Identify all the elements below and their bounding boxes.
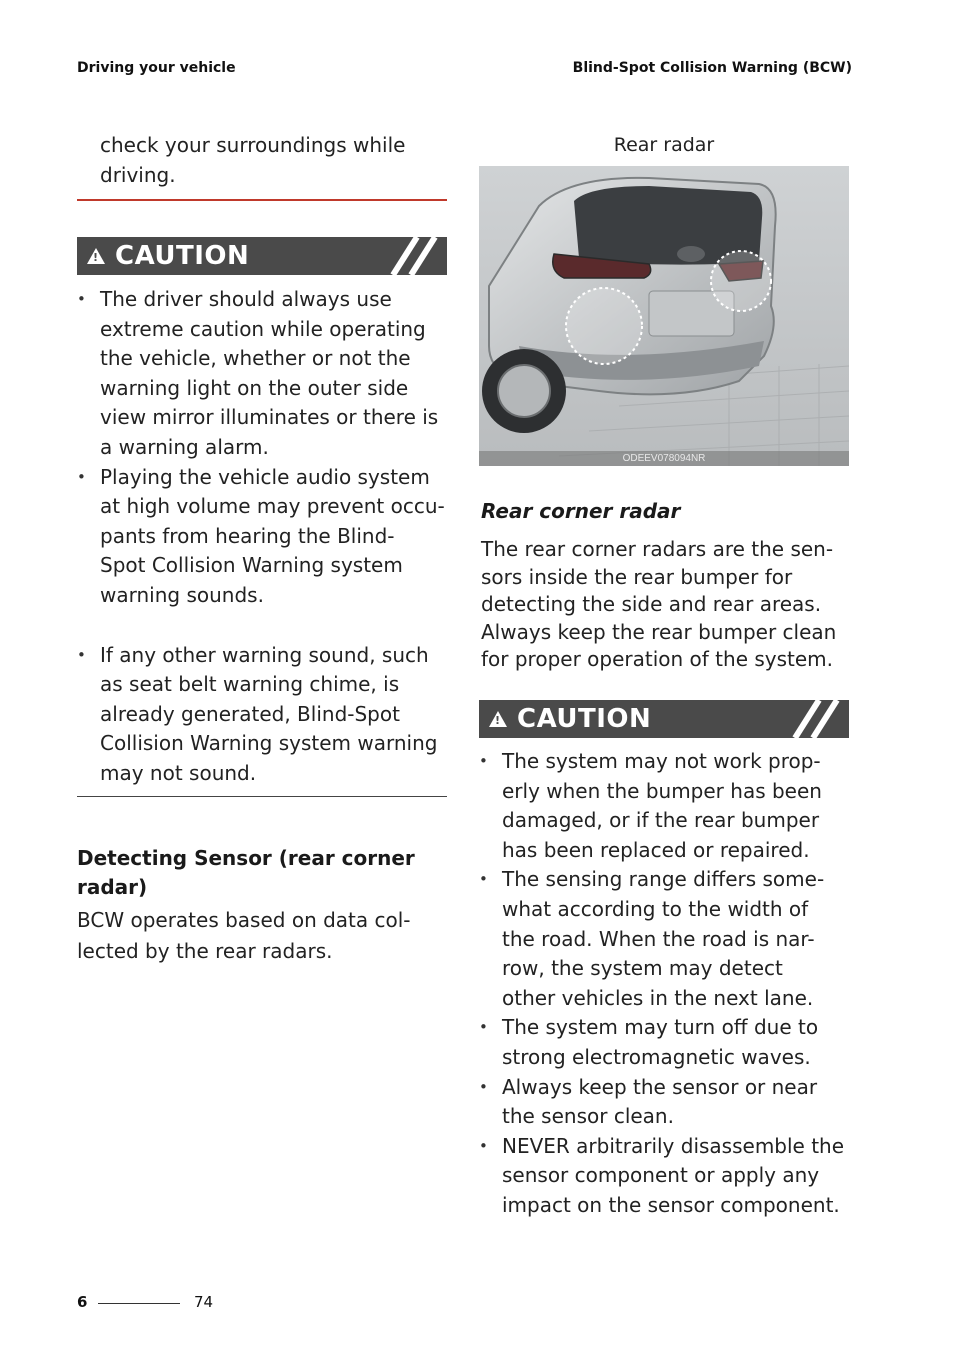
footer-rule bbox=[98, 1303, 180, 1304]
text-line: view mirror illuminates or there is bbox=[100, 405, 439, 430]
red-divider bbox=[77, 199, 447, 201]
list-item bbox=[479, 1013, 849, 1072]
list-item bbox=[479, 865, 849, 1013]
warning-triangle-icon bbox=[87, 248, 105, 264]
text-line: extreme caution while operating bbox=[100, 316, 426, 341]
section-heading bbox=[77, 844, 447, 902]
text-line: strong electromagnetic waves. bbox=[502, 1044, 811, 1069]
text-line: • The driver should always use bbox=[100, 287, 392, 311]
text-line: Always keep the rear bumper clean bbox=[481, 619, 837, 644]
caution-banner bbox=[77, 237, 447, 275]
text-line: as seat belt warning chime, is bbox=[100, 672, 400, 697]
subsection-heading: Rear corner radar bbox=[481, 499, 681, 523]
text-line: radar) bbox=[77, 875, 148, 899]
caution-list bbox=[77, 285, 447, 789]
text-line: the vehicle, whether or not the bbox=[100, 346, 411, 371]
text-line: The rear corner radars are the sen- bbox=[481, 537, 834, 561]
list-item bbox=[77, 641, 447, 789]
lead-paragraph bbox=[100, 130, 440, 190]
text-line: for proper operation of the system. bbox=[481, 647, 834, 671]
text-line: at high volume may prevent occu- bbox=[100, 494, 445, 519]
text-line: what according to the width of bbox=[502, 896, 809, 921]
text-line: other vehicles in the next lane. bbox=[502, 985, 814, 1010]
footer-chapter-number: 6 bbox=[77, 1293, 88, 1311]
text-line: Detecting Sensor (rear corner bbox=[77, 846, 415, 870]
caution-banner bbox=[479, 700, 849, 738]
text-line: • NEVER arbitrarily disassemble the bbox=[502, 1133, 845, 1158]
figure-code: ODEEV078094NR bbox=[479, 451, 849, 466]
text-line: • The system may not work prop- bbox=[502, 749, 821, 773]
warning-triangle-icon bbox=[489, 711, 507, 727]
radar-zone-right bbox=[711, 251, 771, 311]
list-item bbox=[479, 747, 849, 865]
text-line: sensor component or apply any bbox=[502, 1163, 820, 1188]
text-line: • The system may turn off due to bbox=[502, 1015, 819, 1040]
section-body bbox=[77, 905, 447, 967]
rear-radar-figure bbox=[479, 166, 849, 466]
text-line: row, the system may detect bbox=[502, 956, 783, 981]
list-item bbox=[77, 463, 447, 611]
list-item bbox=[479, 1132, 849, 1221]
running-header-left: Driving your vehicle bbox=[77, 60, 236, 76]
text-line: • Playing the vehicle audio system bbox=[100, 464, 430, 489]
text-line: Collision Warning system warning bbox=[100, 731, 438, 756]
text-line: the road. When the road is nar- bbox=[502, 926, 815, 951]
text-line: the sensor clean. bbox=[502, 1104, 674, 1129]
footer-page-number: 74 bbox=[194, 1293, 214, 1311]
slash-stripes-icon bbox=[377, 237, 447, 275]
text-line: may not sound. bbox=[100, 760, 257, 785]
radar-zone-left bbox=[566, 288, 642, 364]
dark-divider bbox=[77, 796, 447, 797]
text-line: detecting the side and rear areas. bbox=[481, 592, 822, 616]
text-line: pants from hearing the Blind- bbox=[100, 523, 395, 548]
text-line: sors inside the rear bumper for bbox=[481, 564, 793, 589]
text-line: Spot Collision Warning system bbox=[100, 553, 403, 578]
text-line: a warning alarm. bbox=[100, 434, 269, 459]
list-item bbox=[479, 1073, 849, 1132]
text-line: warning sounds. bbox=[100, 582, 264, 607]
list-item bbox=[77, 285, 447, 463]
text-line: • If any other warning sound, such bbox=[100, 642, 429, 667]
text-line: • The sensing range differs some- bbox=[502, 867, 825, 892]
caution-label: CAUTION bbox=[517, 704, 652, 734]
slash-stripes-icon bbox=[779, 700, 849, 738]
figure-caption: Rear radar bbox=[613, 134, 715, 156]
running-header-right: Blind-Spot Collision Warning (BCW) bbox=[572, 60, 852, 76]
badge bbox=[677, 246, 705, 262]
text-line: • Always keep the sensor or near bbox=[502, 1074, 818, 1099]
text-line: erly when the bumper has been bbox=[502, 778, 822, 803]
text-line: damaged, or if the rear bumper bbox=[502, 808, 820, 833]
caution-label: CAUTION bbox=[115, 241, 250, 271]
text-line: driving. bbox=[100, 163, 176, 187]
text-line: already generated, Blind-Spot bbox=[100, 701, 400, 726]
car-rear-illustration bbox=[479, 166, 849, 466]
text-line: impact on the sensor component. bbox=[502, 1192, 840, 1217]
text-line: lected by the rear radars. bbox=[77, 939, 333, 963]
text-line: warning light on the outer side bbox=[100, 375, 409, 400]
text-line: has been replaced or repaired. bbox=[502, 837, 810, 862]
subsection-body bbox=[481, 536, 851, 674]
text-line: check your surroundings while bbox=[100, 133, 406, 157]
text-line: BCW operates based on data col- bbox=[77, 908, 411, 932]
caution-list bbox=[479, 747, 849, 1221]
wheel-rim bbox=[498, 365, 550, 417]
